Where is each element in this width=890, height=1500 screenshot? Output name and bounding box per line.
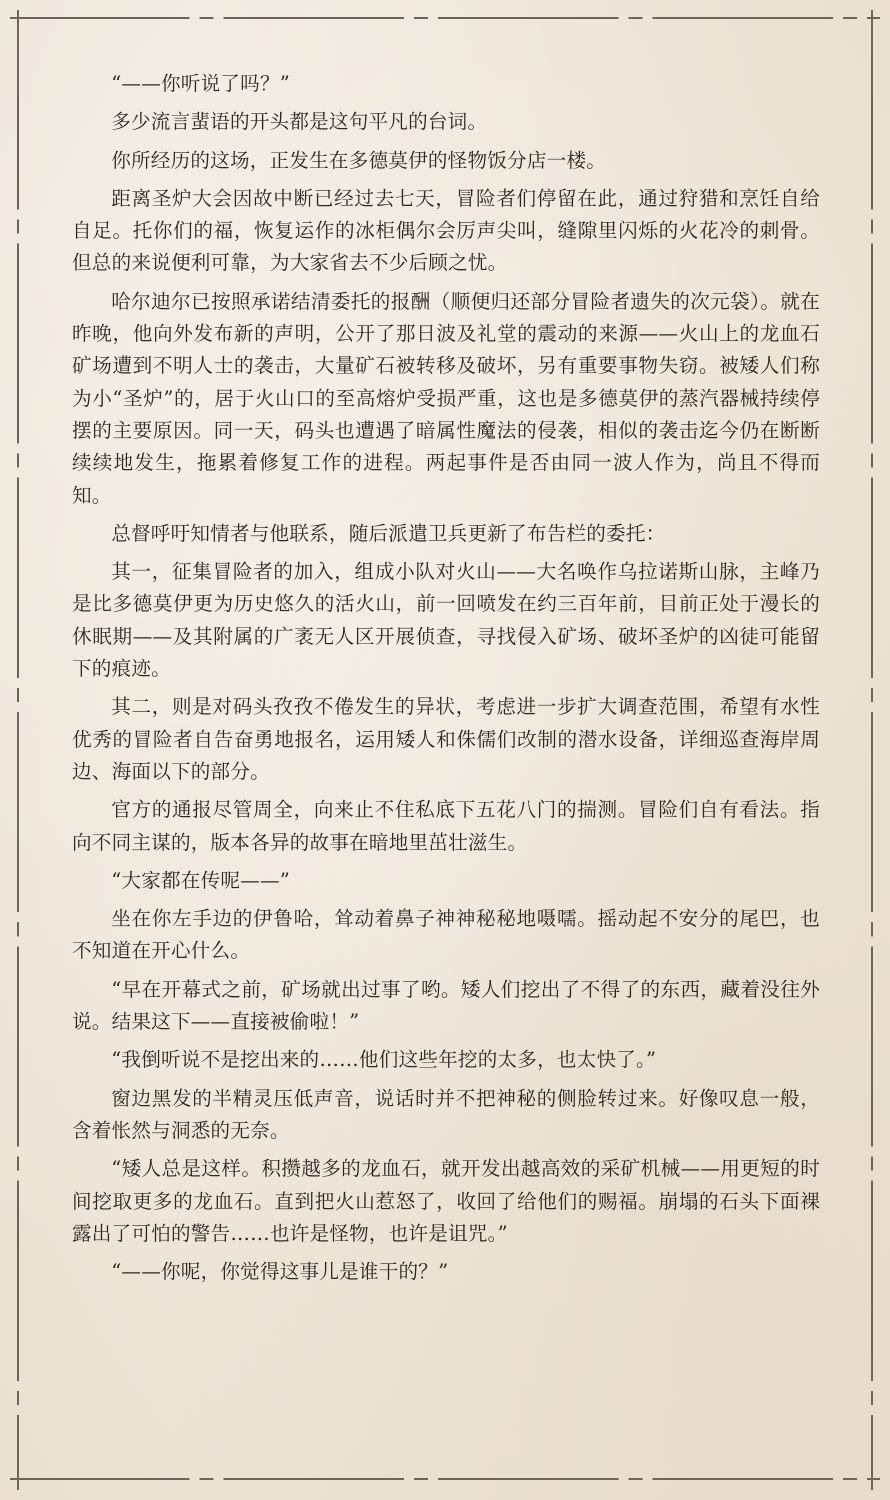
paragraph: 其一，征集冒险者的加入，组成小队对火山——大名唤作乌拉诺斯山脉，主峰乃是比多德莫伊更为历史悠久的活火山，前一回喷发在约三百年前，目前正处于漫长的休眠期——及其附属的广袤无人区开展侦查，寻找侵入矿场、破坏圣炉的凶徒可能留下的痕迹。 (72, 560, 820, 681)
paragraph: 多少流言蜚语的开头都是这句平凡的台词。 (111, 110, 488, 134)
paragraph: “矮人总是这样。积攒越多的龙血石，就开发出越高效的采矿机械——用更短的时间挖取更多的龙血石。直到把火山惹怒了，收回了给他们的赐福。崩塌的石头下面裸露出了可怕的警告……也许是怪物，也许是诅咒。” (72, 1157, 820, 1245)
paragraph: “大家都在传呢——” (111, 868, 290, 892)
paragraph: 坐在你左手边的伊鲁哈，耸动着鼻子神神秘秘地嗫嚅。摇动起不安分的尾巴，也不知道在开心什么。 (72, 907, 820, 963)
paragraph: “早在开幕式之前，矿场就出过事了哟。矮人们挖出了不得了的东西，藏着没往外说。结果这下——直接被偷啦！” (72, 977, 820, 1034)
frame-left-border (17, 10, 19, 1490)
frame-right-border (871, 10, 873, 1490)
paragraph: 官方的通报尽管周全，向来止不住私底下五花八门的揣测。冒险们自有看法。指向不同主谋的，版本各异的故事在暗地里茁壮滋生。 (72, 798, 820, 854)
frame-top-border (10, 17, 880, 19)
paragraph: 距离圣炉大会因故中断已经过去七天，冒险者们停留在此，通过狩猎和烹饪自给自足。托你们的福，恢复运作的冰柜偶尔会厉声尖叫，缝隙里闪烁的火花冷的刺骨。但总的来说便利可靠，为大家省去不少后顾之忧。 (72, 186, 820, 275)
paragraph: 总督呼吁知情者与他联系，随后派遣卫兵更新了布告栏的委托： (111, 521, 666, 545)
paragraph: 你所经历的这场，正发生在多德莫伊的怪物饭分店一楼。 (111, 148, 607, 172)
paragraph: 其二，则是对码头孜孜不倦发生的异状，考虑进一步扩大调查范围，希望有水性优秀的冒险者自告奋勇地报名，运用矮人和侏儒们改制的潜水设备，详细巡查海岸周边、海面以下的部分。 (72, 695, 820, 783)
paragraph: 哈尔迪尔已按照承诺结清委托的报酬（顺便归还部分冒险者遗失的次元袋）。就在昨晚，他向外发布新的声明，公开了那日波及礼堂的震动的来源——火山上的龙血石矿场遭到不明人士的袭击，大量矿石被转移及破坏，另有重要事物失窃。被矮人们称为小“圣炉”的，居于火山口的至高熔炉受损严重，这也是多德莫伊的蒸汽器械持续停摆的主要原因。同一天，码头也遭遇了暗属性魔法的侵袭，相似的袭击迄今仍在断断续续地发生，拖累着修复工作的进程。两起事件是否由同一波人作为，尚且不得而知。 (72, 289, 820, 507)
paragraph: “——你听说了吗？” (111, 72, 290, 95)
paragraph: “——你呢，你觉得这事儿是谁干的？” (111, 1260, 449, 1284)
paragraph: 窗边黑发的半精灵压低声音，说话时并不把神秘的侧脸转过来。好像叹息一般，含着怅然与洞悉的无奈。 (72, 1086, 820, 1142)
story-text (72, 68, 820, 1294)
frame-bottom-border (10, 1478, 880, 1480)
paragraph: “我倒听说不是挖出来的……他们这些年挖的太多，也太快了。” (111, 1048, 657, 1072)
